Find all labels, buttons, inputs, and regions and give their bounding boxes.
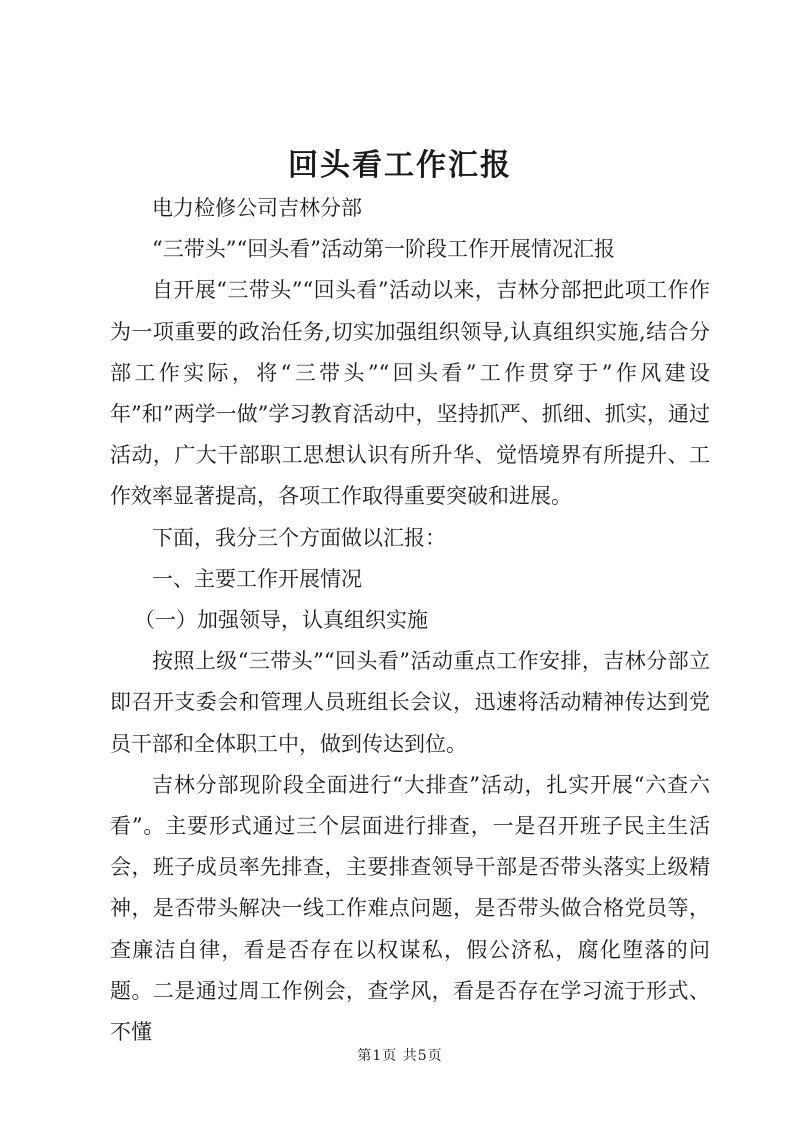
report-subtitle: “三带头”“回头看”活动第一阶段工作开展情况汇报 bbox=[152, 237, 615, 262]
organization-line: 电力检修公司吉林分部 bbox=[152, 196, 362, 220]
page-number-footer: 第1页 共5页 bbox=[357, 1048, 443, 1064]
body-paragraph: 吉林分部现阶段全面进行“大排查”活动，扎实开展“六查六看”。主要形式通过三个层面进行排查，一是召开班子民主生活会，班子成员率先排查，主要排查领导干部是否带头落实上级精神，是否带头解决一线工作难点问题，是否带头做合格党员等，查廉洁自律，看是否存在以权谋私，假公济私，腐化堕落的问题。二是通过周工作例会，查学风，看是否存在学习流于形式、不懂 bbox=[110, 772, 710, 1045]
body-paragraph: 按照上级“三带头”“回头看”活动重点工作安排，吉林分部立即召开支委会和管理人员班组长会议，迅速将活动精神传达到党员干部和全体职工中，做到传达到位。 bbox=[110, 649, 710, 756]
body-paragraph: 自开展“三带头”“回头看”活动以来，吉林分部把此项工作作为一项重要的政治任务,切实加强组织领导,认真组织实施,结合分部工作实际，将“三带头”“回头看”工作贯穿于”作风建设年”和”两学一做”学习教育活动中，坚持抓严、抓细、抓实，通过活动，广大干部职工思想认识有所升华、觉悟境界有所提升、工作效率显著提高，各项工作取得重要突破和进展。 bbox=[110, 278, 710, 509]
body-paragraph: 下面，我分三个方面做以汇报： bbox=[152, 525, 446, 550]
document-title: 回头看工作汇报 bbox=[288, 148, 512, 183]
section-heading: 一、主要工作开展情况 bbox=[152, 566, 362, 591]
document-body bbox=[110, 188, 710, 1053]
subsection-heading: （一）加强领导，认真组织实施 bbox=[134, 608, 428, 633]
